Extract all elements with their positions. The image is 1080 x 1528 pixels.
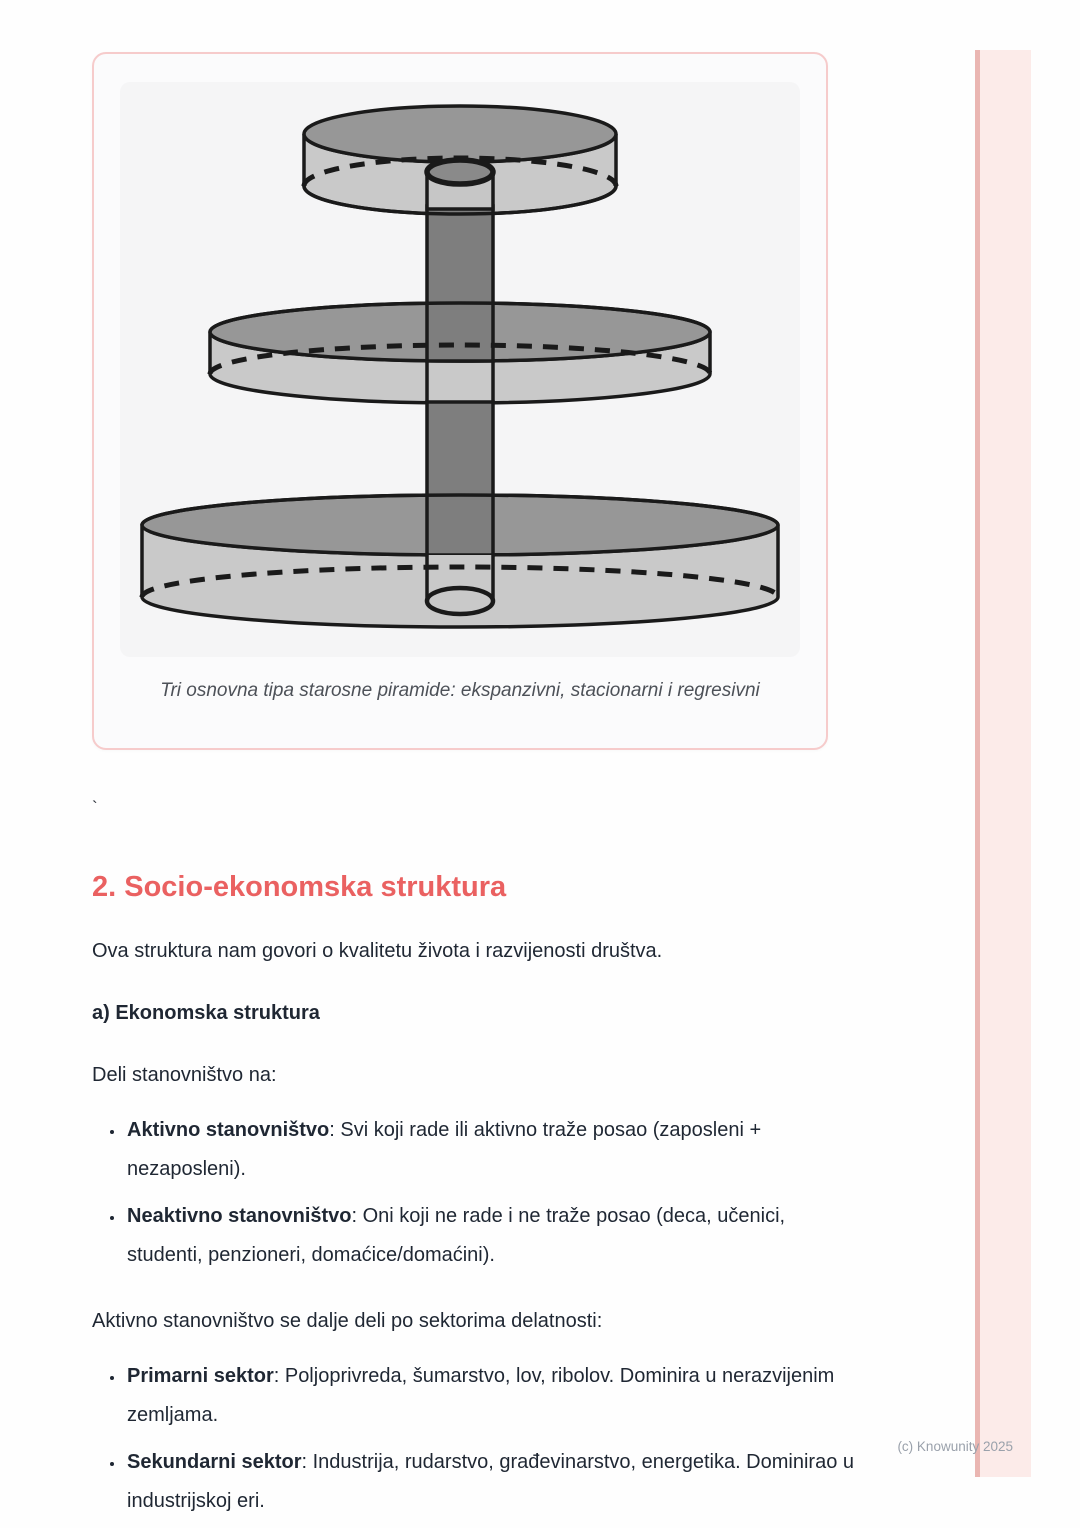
list-description: : Poljoprivreda, šumarstvo, lov, ribolov. Dominira u nerazvijenim zemljama. bbox=[127, 1364, 835, 1426]
list-description: : Oni koji ne rade i ne traže posao (deca, učenici, studenti, penzioneri, domaćice/domaćini). bbox=[127, 1204, 786, 1266]
list-item bbox=[125, 1357, 862, 1435]
list-item bbox=[125, 1111, 862, 1189]
age-pyramid-figure bbox=[120, 82, 800, 657]
figure-card bbox=[92, 52, 828, 750]
stray-backtick-text: ` bbox=[92, 798, 98, 817]
list-term: Primarni sektor bbox=[127, 1364, 274, 1387]
figure-image-container bbox=[120, 82, 800, 657]
sectors-intro-paragraph: Aktivno stanovništvo se dalje deli po sektorima delatnosti: bbox=[92, 1309, 603, 1332]
list-description: : Industrija, rudarstvo, građevinarstvo, energetika. Dominirao u industrijskoj eri. bbox=[127, 1450, 855, 1512]
section-intro-paragraph: Ova struktura nam govori o kvalitetu života i razvijenosti društva. bbox=[92, 939, 663, 962]
copyright-watermark: (c) Knowunity 2025 bbox=[897, 1439, 1013, 1454]
list-description: : Svi koji rade ili aktivno traže posao (zaposleni + nezaposleni). bbox=[127, 1118, 762, 1180]
list-item bbox=[125, 1197, 862, 1275]
figure-caption: Tri osnovna tipa starosne piramide: ekspanzivni, stacionarni i regresivni bbox=[160, 680, 760, 701]
article-body bbox=[92, 794, 862, 1528]
population-types-list bbox=[92, 1111, 862, 1275]
list-intro-paragraph: Deli stanovništvo na: bbox=[92, 1063, 277, 1086]
sectors-list bbox=[92, 1357, 862, 1521]
section-heading: 2. Socio-ekonomska struktura bbox=[92, 871, 507, 903]
subsection-heading: a) Ekonomska struktura bbox=[92, 1001, 320, 1024]
list-term: Neaktivno stanovništvo bbox=[127, 1204, 352, 1227]
list-item bbox=[125, 1443, 862, 1521]
list-term: Aktivno stanovništvo bbox=[127, 1118, 330, 1141]
right-accent-stripe bbox=[975, 50, 1031, 1477]
list-term: Sekundarni sektor bbox=[127, 1450, 302, 1473]
